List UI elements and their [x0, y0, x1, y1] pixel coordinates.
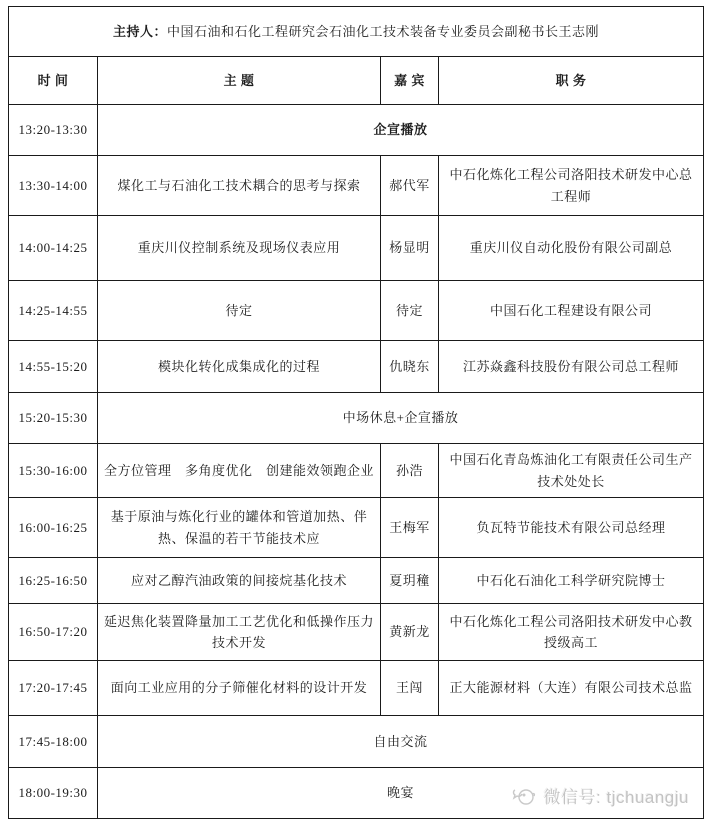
title-cell: 中石化炼化工程公司洛阳技术研发中心总工程师: [439, 156, 704, 216]
time-cell: 14:00-14:25: [9, 216, 98, 281]
time-cell: 15:20-15:30: [9, 393, 98, 444]
watermark-text: 微信号: tjchuangju: [543, 788, 689, 807]
schedule-table: [8, 6, 704, 819]
table-row: [9, 444, 704, 498]
table-row: [9, 558, 704, 604]
agenda-page: [8, 6, 703, 818]
guest-cell: 仇晓东: [381, 341, 439, 393]
session-cell: 中场休息+企宣播放: [98, 393, 704, 444]
host-label: 主持人：: [113, 23, 168, 39]
time-cell: 13:20-13:30: [9, 105, 98, 156]
guest-cell: 王闯: [381, 661, 439, 716]
topic-cell: 基于原油与炼化行业的罐体和管道加热、伴热、保温的若干节能技术应: [98, 498, 381, 558]
guest-cell: 孙浩: [381, 444, 439, 498]
title-cell: 重庆川仪自动化股份有限公司副总: [439, 216, 704, 281]
guest-cell: 黄新龙: [381, 604, 439, 661]
title-cell: 中国石化青岛炼油化工有限责任公司生产技术处处长: [439, 444, 704, 498]
topic-cell: 煤化工与石油化工技术耦合的思考与探索: [98, 156, 381, 216]
table-row: [9, 156, 704, 216]
column-header-time: 时 间: [9, 57, 98, 105]
time-cell: 17:45-18:00: [9, 716, 98, 768]
table-row: [9, 768, 704, 819]
table-row: [9, 393, 704, 444]
time-cell: 13:30-14:00: [9, 156, 98, 216]
host-row: [9, 7, 704, 57]
time-cell: 15:30-16:00: [9, 444, 98, 498]
session-cell: 自由交流: [98, 716, 704, 768]
time-cell: 16:25-16:50: [9, 558, 98, 604]
table-row: [9, 604, 704, 661]
session-cell: 晚宴: [98, 768, 704, 819]
topic-cell: 延迟焦化装置降量加工工艺优化和低操作压力技术开发: [98, 604, 381, 661]
column-header-topic: 主 题: [98, 57, 381, 105]
topic-cell: 应对乙醇汽油政策的间接烷基化技术: [98, 558, 381, 604]
title-cell: 负瓦特节能技术有限公司总经理: [439, 498, 704, 558]
topic-cell: 全方位管理 多角度优化 创建能效领跑企业: [98, 444, 381, 498]
column-header-guest: 嘉 宾: [381, 57, 439, 105]
guest-cell: 杨显明: [381, 216, 439, 281]
time-cell: 14:25-14:55: [9, 281, 98, 341]
host-name: 中国石油和石化工程研究会石油化工技术装备专业委员会副秘书长王志刚: [167, 23, 600, 39]
title-cell: 正大能源材料（大连）有限公司技术总监: [439, 661, 704, 716]
guest-cell: 待定: [381, 281, 439, 341]
session-cell: 企宣播放: [98, 105, 704, 156]
table-row: [9, 661, 704, 716]
guest-cell: 夏玥穜: [381, 558, 439, 604]
topic-cell: 重庆川仪控制系统及现场仪表应用: [98, 216, 381, 281]
table-row: [9, 105, 704, 156]
title-cell: 江苏焱鑫科技股份有限公司总工程师: [439, 341, 704, 393]
time-cell: 14:55-15:20: [9, 341, 98, 393]
column-header-row: [9, 57, 704, 105]
time-cell: 16:00-16:25: [9, 498, 98, 558]
guest-cell: 王梅军: [381, 498, 439, 558]
table-row: [9, 216, 704, 281]
title-cell: 中石化石油化工科学研究院博士: [439, 558, 704, 604]
time-cell: 18:00-19:30: [9, 768, 98, 819]
topic-cell: 待定: [98, 281, 381, 341]
topic-cell: 模块化转化成集成化的过程: [98, 341, 381, 393]
host-cell: [9, 7, 704, 57]
time-cell: 17:20-17:45: [9, 661, 98, 716]
guest-cell: 郝代军: [381, 156, 439, 216]
column-header-title: 职 务: [439, 57, 704, 105]
table-row: [9, 716, 704, 768]
time-cell: 16:50-17:20: [9, 604, 98, 661]
table-row: [9, 498, 704, 558]
topic-cell: 面向工业应用的分子筛催化材料的设计开发: [98, 661, 381, 716]
table-row: [9, 281, 704, 341]
title-cell: 中石化炼化工程公司洛阳技术研发中心教授级高工: [439, 604, 704, 661]
title-cell: 中国石化工程建设有限公司: [439, 281, 704, 341]
table-row: [9, 341, 704, 393]
